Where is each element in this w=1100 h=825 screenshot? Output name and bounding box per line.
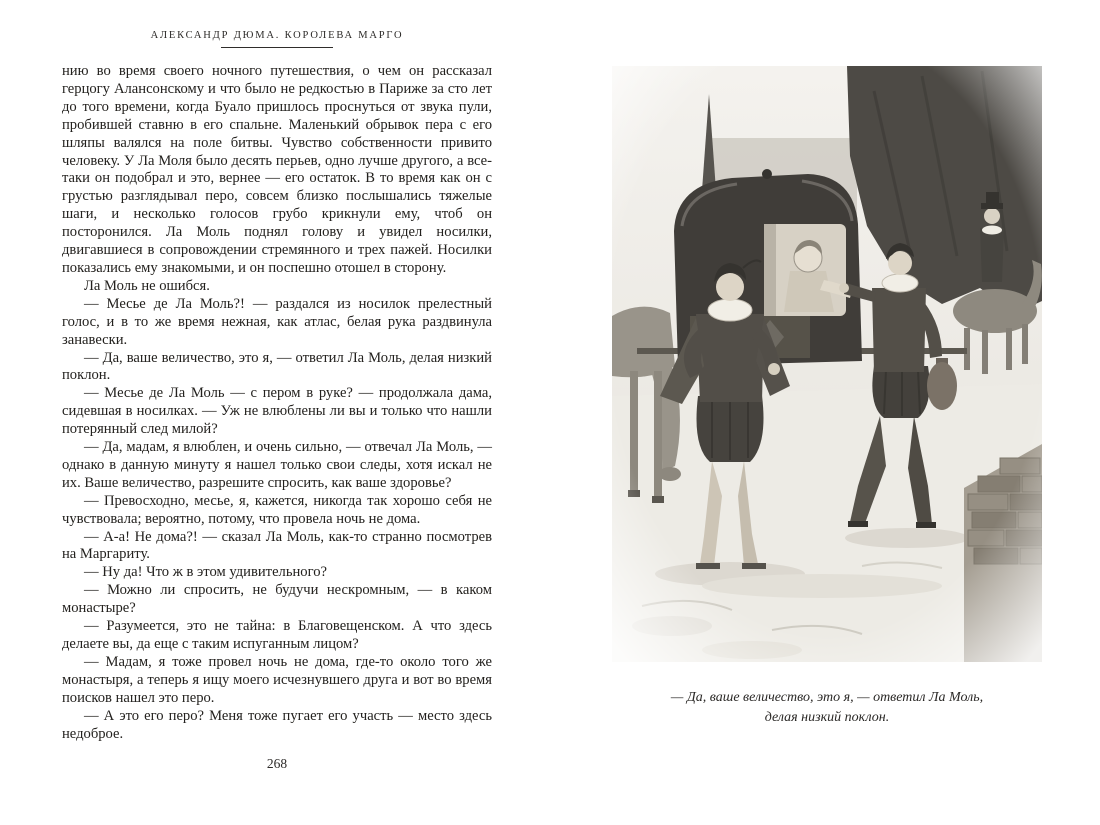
paragraph: — Месье де Ла Моль?! — раздался из носилок прелестный голос, и в то же время нежная, как атлас, белая рука раздвинула занавески. — [62, 295, 492, 348]
paragraph: — Разумеется, это не тайна: в Благовещенском. А что здесь делаете вы, да еще с таким испуганным лицом? — [62, 618, 492, 652]
paragraph: — Да, мадам, я влюблен, и очень сильно, — отвечал Ла Моль, — однако в данную минуту я нашел только свои следы, хотя искал не их. Ваше величество, разрешите спросить, как ваше здоровье? — [62, 439, 492, 491]
paragraph: — Превосходно, месье, я, кажется, никогда так хорошо себя не чувствовала; вероятно, потому, что провела ночь не дома. — [62, 492, 492, 527]
caption-line-1: — Да, ваше величество, это я, — ответил Ла Моль, — [670, 690, 984, 705]
paragraph: — Да, ваше величество, это я, — ответил Ла Моль, делая низкий поклон. — [62, 349, 492, 384]
paragraph: Ла Моль не ошибся. — [84, 277, 210, 294]
paragraph: — А это его перо? Меня тоже пугает его участь — место здесь недоброе. — [62, 707, 492, 742]
page-number: 268 — [266, 756, 288, 771]
paragraph: нию во время своего ночного путешествия, о чем он рассказал герцогу Алансонскому и что было не редкостью в Париже за сто лет до того времени, когда Буало пришлось проснуться от звука пули, пробившей ставню в его спальне. Маленький обрывок пера с его шляпы валялся на поле битвы. Чувство собственности привито человеку. У Ла Моля было десять перьев, одно лучше другого, а все-таки он подобрал и это, вернее — его остаток. В то время как он с грустью разглядывал перо, совсем близко послышались тяжелые шаги, и несколько голосов грубо крикнули ему, чтоб он посторонился. Ла Моль поднял голову и увидел носилки, двигавшиеся в сопровождении стремянного и трех пажей. Носилки показались ему знакомыми, и он поспешно отошел в сторону. — [62, 63, 492, 276]
left-page — [62, 30, 492, 743]
book-illustration-art — [612, 66, 1042, 662]
header-rule — [221, 47, 333, 48]
illustration — [612, 66, 1042, 662]
paragraph: — Мадам, я тоже провел ночь не дома, где-то около того же монастыря, а теперь я ищу моего исчезнувшего друга и вот во время поисков нашел это перо. — [62, 653, 492, 706]
caption-line-2: делая низкий поклон. — [764, 710, 890, 725]
body-text — [62, 63, 492, 743]
paragraph: — Ну да! Что ж в этом удивительного? — [84, 564, 327, 581]
running-header: АЛЕКСАНДР ДЮМА. КОРОЛЕВА МАРГО — [150, 30, 404, 41]
illustration-caption — [602, 688, 1052, 728]
paragraph: — А-а! Не дома?! — сказал Ла Моль, как-то странно посмотрев на Маргариту. — [62, 528, 492, 563]
paragraph: — Можно ли спросить, не будучи нескромным, — в каком монастыре? — [62, 582, 492, 617]
paragraph: — Месье де Ла Моль — с пером в руке? — продолжала дама, сидевшая в носилках. — Уж не влюблены ли вы и только что нашли потерянный след милой? — [62, 385, 492, 438]
